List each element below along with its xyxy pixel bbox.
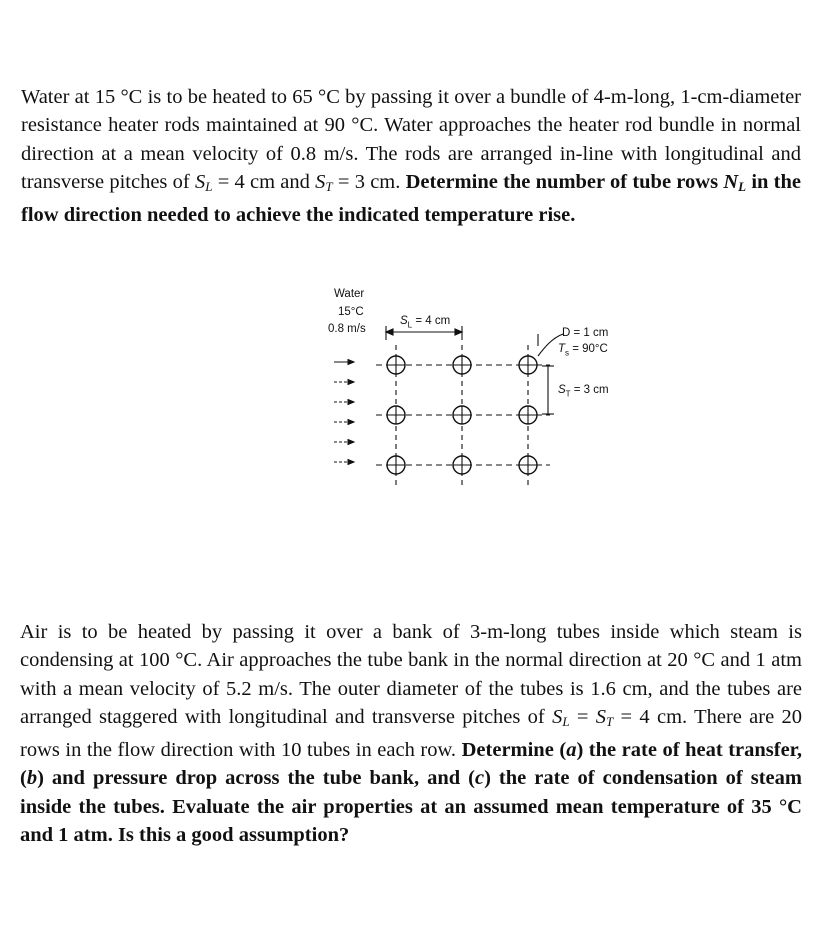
p2-equals: = <box>569 705 596 728</box>
ts-label <box>558 343 608 359</box>
problem-2-text <box>20 618 802 849</box>
fluid-name-label: Water <box>334 288 365 300</box>
sl-subscript: L <box>562 713 570 729</box>
fluid-velocity-label: 0.8 m/s <box>328 323 366 335</box>
st-label-symbol: S <box>558 384 566 396</box>
nl-symbol: N <box>723 170 739 193</box>
st-subscript: T <box>325 178 333 194</box>
flow-arrowhead <box>348 360 354 365</box>
p1-question-b: in the flow direction needed to achieve the indicated temperature rise. <box>21 170 801 227</box>
p1-text-a: Water at 15 <box>21 86 121 108</box>
st-symbol: S <box>315 170 326 193</box>
sl-symbol: S <box>194 170 206 193</box>
fluid-temp-label: 15°C <box>338 306 364 318</box>
problem-1-text <box>21 83 801 229</box>
p1-text-f: = 3 cm. <box>332 170 401 193</box>
sl-label-symbol: S <box>400 315 408 327</box>
sl-label-sub: L <box>407 320 413 330</box>
st-subscript: T <box>606 713 614 729</box>
sl-label-value: = 4 cm <box>412 315 451 327</box>
ts-label-symbol: T <box>558 343 566 355</box>
p2-question-d: and 1 atm. Is this a good assumption? <box>20 824 350 847</box>
sl-subscript: L <box>205 178 213 194</box>
sl-arrow-left <box>386 329 393 335</box>
p2-question-b: ) and pressure drop across the tube bank, and ( <box>37 767 475 790</box>
flow-arrowhead <box>348 440 354 445</box>
flow-arrowhead <box>348 420 354 425</box>
p1-degree: °C <box>120 86 143 108</box>
nl-subscript: L <box>738 178 747 194</box>
p2-question-intro: Determine ( <box>461 739 567 762</box>
sl-arrow-right <box>455 329 462 335</box>
p2-question-a: ) the rate of heat transfer, ( <box>20 739 803 790</box>
p2-text-c: = 4 cm. There are 20 rows in the flow direction with 10 tubes in each row. <box>20 705 803 762</box>
ts-label-value: = 90°C <box>569 343 608 355</box>
st-label-sub: T <box>565 389 571 399</box>
p2-text-b: . Air approaches the tube bank in the normal direction at 20 °C and 1 atm with a mean velocity of 5.2 m/s. The outer diameter of the tubes is 1.6 cm, and the tubes are arranged staggered with longitudinal and transverse pitches of <box>20 649 802 728</box>
flow-arrowhead <box>348 380 354 385</box>
p1-degree: °C <box>318 86 340 108</box>
flow-arrowhead <box>348 460 354 465</box>
part-c-letter: c <box>474 767 485 790</box>
p1-text-c: by passing it over a bundle of 4-m-long, 1-cm-diameter resistance heater rods maintained at 90 <box>21 86 801 137</box>
tube-bundle-diagram <box>320 282 640 502</box>
st-label-value: = 3 cm <box>570 384 609 396</box>
p2-degree: °C <box>175 649 198 672</box>
st-symbol: S <box>595 705 606 728</box>
part-b-letter: b <box>26 767 38 790</box>
st-label <box>558 384 609 400</box>
d-label: D = 1 cm <box>562 327 609 339</box>
p1-text-d: . Water approaches the heater rod bundle in normal direction at a mean velocity of 0.8 m/s. The rods are arranged in-line with longitudinal and transverse pitches of <box>21 114 801 193</box>
p2-question-c: ) the rate of condensation of steam inside the tubes. Evaluate the air properties at an assumed mean temperature of 35 <box>20 767 802 818</box>
p2-text-a: Air is to be heated by passing it over a bank of 3-m-long tubes inside which steam is condensing at 100 <box>20 621 802 672</box>
flow-arrowhead <box>348 400 354 405</box>
ts-label-sub: s <box>565 348 570 358</box>
p1-degree: °C <box>351 114 374 137</box>
p1-text-e: = 4 cm and <box>212 170 316 193</box>
p1-text-b: is to be heated to 65 <box>142 86 319 108</box>
p1-question-a: Determine the number of tube rows <box>405 170 724 193</box>
sl-label <box>400 315 450 331</box>
p2-degree: °C <box>778 795 802 818</box>
sl-symbol: S <box>552 705 563 728</box>
part-a-letter: a <box>566 739 577 762</box>
